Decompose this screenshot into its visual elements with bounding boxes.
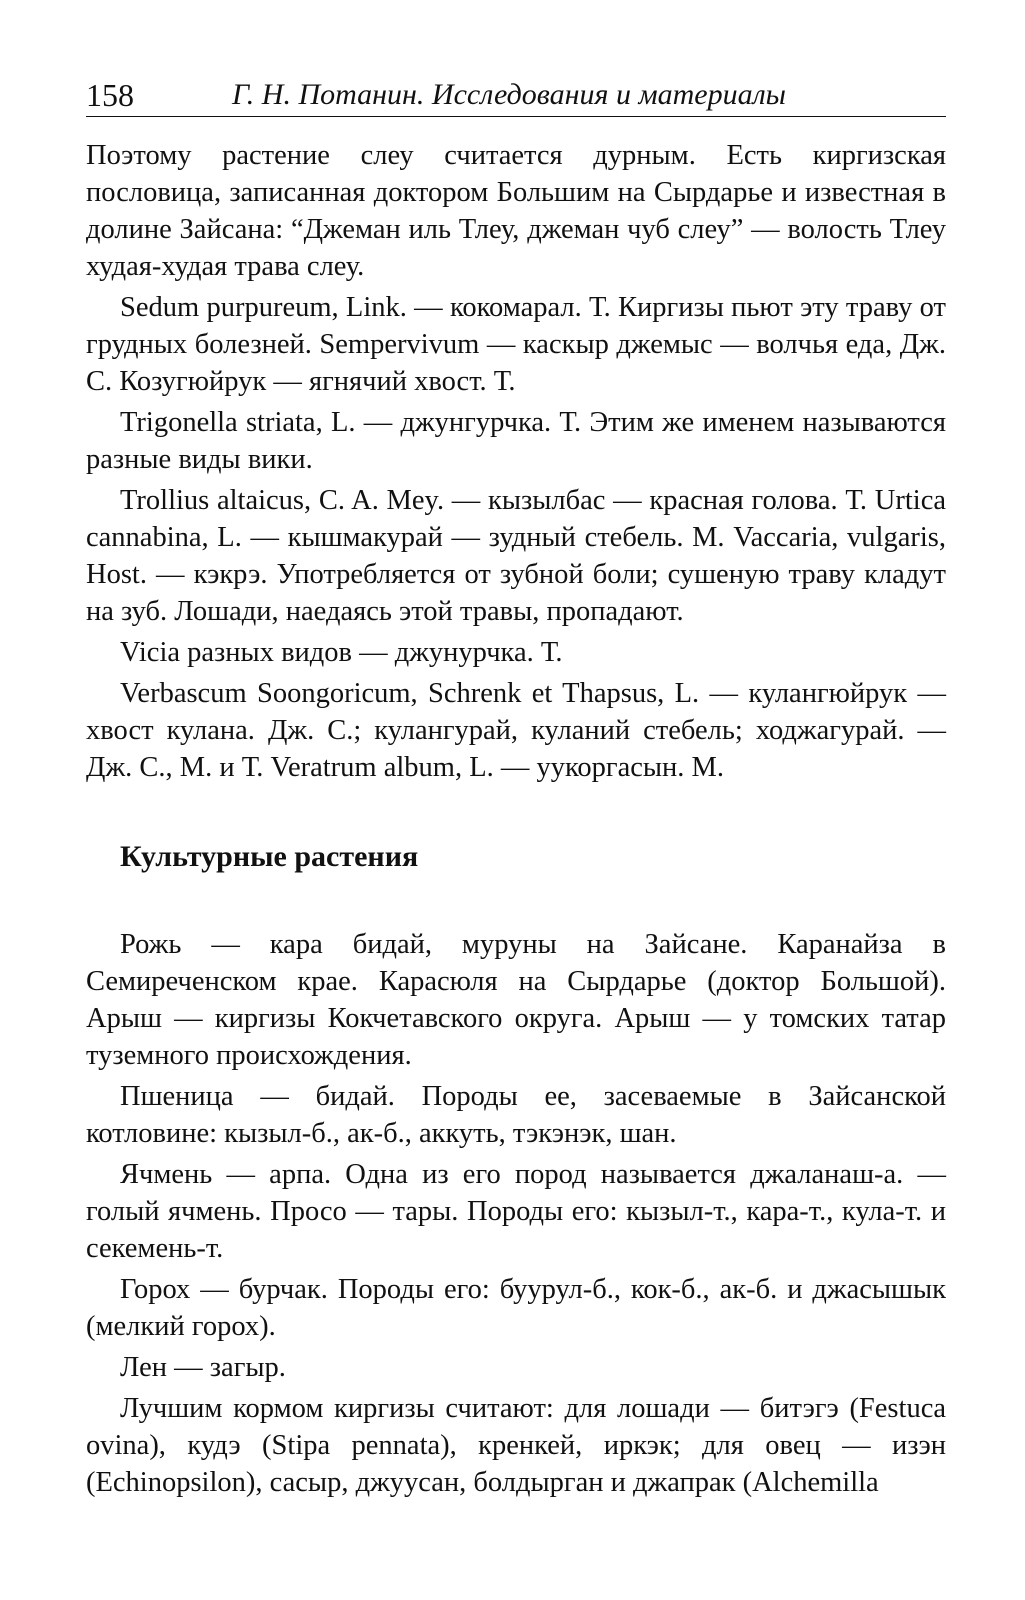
page-number: 158 — [86, 77, 134, 113]
paragraph: Trigonella striata, L. — джунгурчка. Т. Этим же именем называются разные виды вики. — [86, 407, 946, 475]
book-page — [86, 70, 946, 1505]
paragraph: Ячмень — арпа. Одна из его пород называется джаланаш-а. — голый ячмень. Просо — тары. Породы его: кызыл-т., кара-т., кула-т. и секемень-т. — [86, 1159, 946, 1264]
paragraph: Поэтому растение слеу считается дурным. Есть киргизская пословица, записанная доктором Большим на Сырдарье и известная в долине Зайсана: “Джеман иль Тлеу, джеман чуб слеу” — волость Тлеу худая-худая трава слеу. — [86, 140, 946, 282]
section-heading: Культурные растения — [120, 840, 419, 873]
paragraph: Лен — загыр. — [120, 1352, 286, 1383]
body-text — [86, 137, 946, 1501]
paragraph: Trollius altaicus, C. A. Mey. — кызылбас — красная голова. Т. Urtica cannabina, L. — кышмакурай — зудный стебель. М. Vaccaria, vulgaris, Host. — кэкрэ. Употребляется от зубной боли; сушеную траву кладут на зуб. Лошади, наедаясь этой травы, пропадают. — [86, 485, 946, 627]
running-title: Г. Н. Потанин. Исследования и материалы — [232, 78, 786, 111]
paragraph: Vicia разных видов — джунурчка. Т. — [120, 637, 563, 668]
paragraph: Пшеница — бидай. Породы ее, засеваемые в Зайсанской котловине: кызыл-б., ак-б., аккуть, тэкэнэк, шан. — [86, 1081, 946, 1149]
paragraph: Sedum purpureum, Link. — кокомарал. Т. Киргизы пьют эту траву от грудных болезней. Sempervivum — каскыр джемыс — волчья еда, Дж. С. Козугюйрук — ягнячий хвост. Т. — [86, 292, 946, 397]
paragraph: Verbascum Soongoricum, Schrenk et Thapsus, L. — кулангюйрук — хвост кулана. Дж. С.; кулангурай, куланий стебель; ходжагурай. — Дж. С., М. и Т. Veratrum album, L. — уукоргасын. М. — [86, 678, 946, 783]
running-header — [86, 70, 946, 117]
paragraph: Горох — бурчак. Породы его: буурул-б., кок-б., ак-б. и джасышык (мелкий горох). — [86, 1274, 946, 1342]
paragraph: Рожь — кара бидай, муруны на Зайсане. Каранайза в Семиреченском крае. Карасюля на Сырдарье (доктор Большой). Арыш — киргизы Кокчетавского округа. Арыш — у томских татар туземного происхождения. — [86, 929, 946, 1071]
paragraph: Лучшим кормом киргизы считают: для лошади — битэгэ (Festuca ovina), кудэ (Stipa pennata), кренкей, иркэк; для овец — изэн (Echinopsilon), сасыр, джуусан, болдырган и джапрак (Alchemilla — [86, 1393, 946, 1498]
